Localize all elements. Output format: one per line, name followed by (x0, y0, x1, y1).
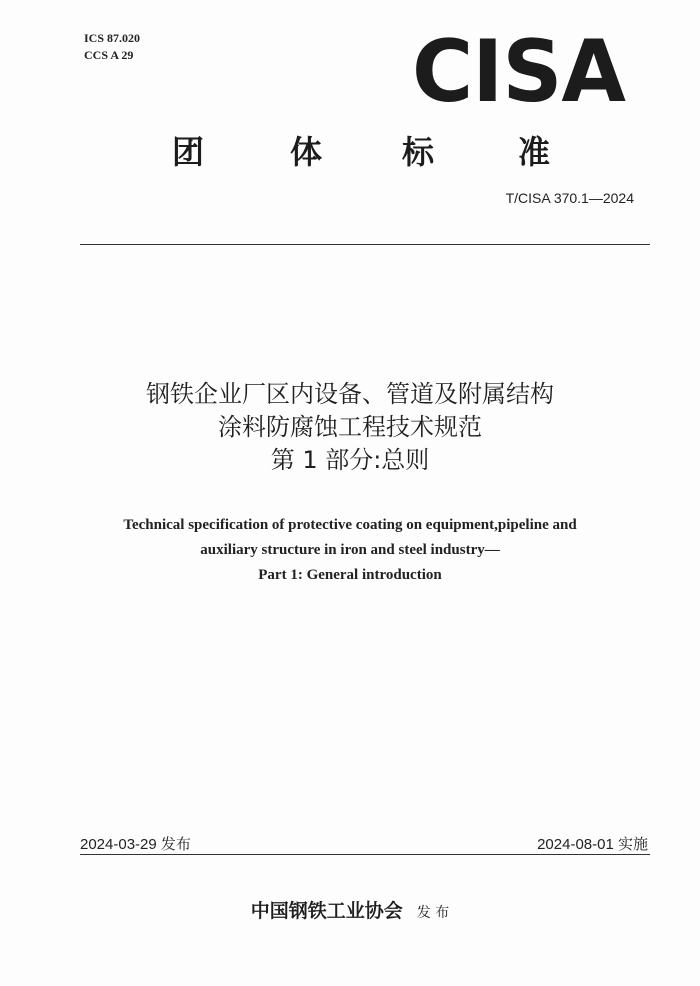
chinese-title-line: 钢铁企业厂区内设备、管道及附属结构 (146, 380, 554, 408)
top-divider (80, 244, 650, 245)
cisa-logo: CISA (412, 22, 626, 122)
english-title-line: auxiliary structure in iron and steel industry— (200, 542, 500, 558)
chinese-title (0, 378, 700, 477)
implementation-date: 2024-08-01 实施 (537, 836, 648, 853)
standard-type-char: 标 (402, 133, 435, 171)
publisher-name: 中国钢铁工业协会 (250, 900, 403, 922)
bottom-divider (80, 854, 650, 855)
ccs-code: CCS A 29 (84, 48, 134, 62)
standard-type-char: 体 (290, 133, 323, 171)
classification-codes (84, 30, 140, 64)
issue-date: 2024-03-29 发布 (80, 836, 191, 853)
english-title-line: Technical specification of protective coating on equipment,pipeline and (123, 517, 577, 533)
publisher-action: 发 布 (416, 905, 450, 921)
english-title-line: Part 1: General introduction (258, 567, 442, 583)
standard-number: T/CISA 370.1—2024 (505, 190, 634, 206)
chinese-title-line: 第 1 部分:总则 (270, 446, 430, 474)
standard-type-char: 团 (172, 133, 205, 171)
standard-type-char: 准 (518, 133, 551, 171)
ics-code: ICS 87.020 (84, 31, 141, 45)
english-title (0, 513, 700, 588)
chinese-title-line: 涂料防腐蚀工程技术规范 (218, 413, 482, 441)
publisher-line (0, 896, 700, 923)
